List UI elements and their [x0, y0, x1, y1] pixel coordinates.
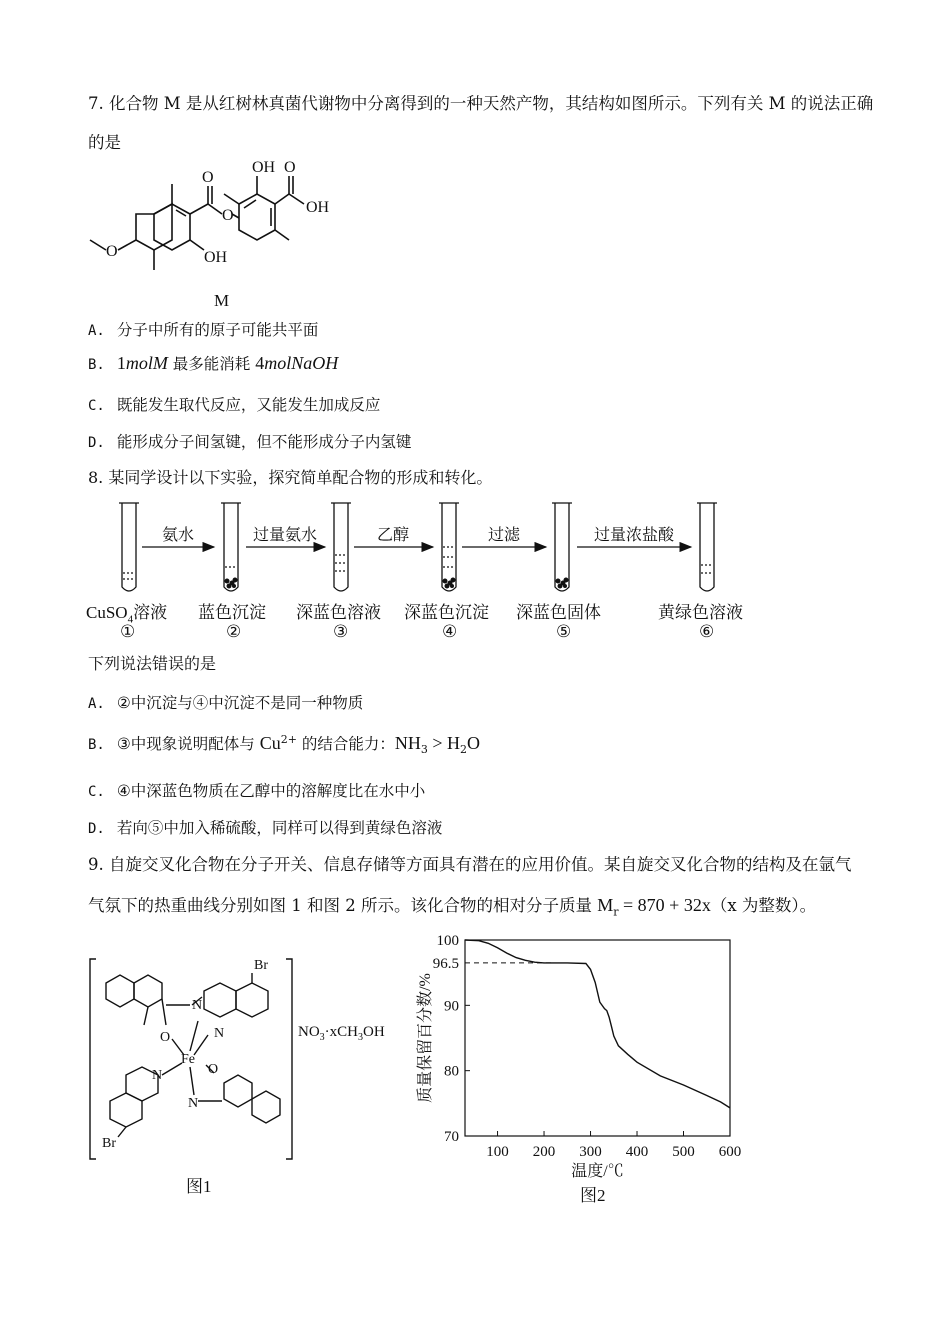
compound-name-label: M: [214, 291, 230, 310]
q7-option-c: [88, 393, 380, 415]
fig1-complex-structure: [86, 955, 396, 1165]
y-tick-label: 100: [436, 933, 459, 949]
chart-plot-frame: [465, 940, 730, 1136]
q8-option-d: [88, 816, 442, 838]
oh-bottom-label: OH: [204, 249, 228, 266]
n3-label: N: [152, 1068, 163, 1083]
tube-label-3: 深蓝色溶液: [296, 603, 381, 622]
option-key: B.: [88, 357, 105, 373]
x-tick-label: 200: [532, 1144, 556, 1160]
q8-option-a: [88, 691, 363, 713]
option-key: C.: [88, 784, 105, 800]
test-tube-3: [334, 503, 348, 591]
x-tick-label: 100: [486, 1144, 509, 1160]
option-number: 1: [116, 353, 126, 373]
tube-number-4: ④: [442, 622, 458, 641]
arrow-label-1: 氨水: [161, 527, 195, 544]
option-text: 既能发生取代反应，又能发生加成反应: [116, 396, 381, 414]
option-number: 4: [255, 353, 265, 373]
y-tick-label: 90: [444, 998, 459, 1015]
n4-label: N: [188, 1096, 199, 1111]
o1-label: O: [160, 1030, 171, 1045]
arrow-label-2: 过量氨水: [252, 527, 318, 544]
option-text: ②中沉淀与④中沉淀不是同一种物质: [116, 694, 364, 712]
q7-stem-line1: 7. 化合物 M 是从红树林真菌代谢物中分离得到的一种天然产物，其结构如图所示。下列有关 M 的说法正确: [88, 94, 874, 113]
o2-label: O: [208, 1062, 219, 1077]
arrow-label-5: 过量浓盐酸: [593, 527, 675, 544]
tube-label-4: 深蓝色沉淀: [404, 603, 489, 622]
test-tube-1: [122, 503, 136, 591]
tube-number-2: ②: [226, 622, 242, 641]
option-key: D.: [88, 435, 105, 451]
fig2-caption: 图2: [580, 1186, 606, 1205]
option-text: 的结合能力：: [296, 735, 395, 753]
q8-option-b: B. ③中现象说明配体与 $Cu^{2+}$ 的结合能力：$NH_3 > H_2O$: [88, 732, 481, 757]
option-text: 能形成分子间氢键，但不能形成分子内氢键: [116, 433, 412, 451]
chart-series-line: [465, 940, 730, 1108]
cooh-label: OH: [306, 199, 330, 216]
option-text: ④中深蓝色物质在乙醇中的溶解度比在水中小: [116, 782, 426, 800]
x-tick-label: 400: [625, 1144, 649, 1160]
y-tick-label: 70: [444, 1129, 459, 1145]
tube-label-2: 蓝色沉淀: [198, 603, 266, 622]
tube-label-5: 深蓝色固体: [516, 603, 601, 622]
q9-stem-line2: 气氛下的热重曲线分别如图 1 和图 2 所示。该化合物的相对分子质量 $M_r = 870 + 32x(x$ 为整数）。: [88, 895, 817, 919]
q9-stem-line1: 9. 自旋交叉化合物在分子开关、信息存储等方面具有潜在的应用价值。某自旋交叉化合物的结构及在氩气: [88, 855, 852, 874]
fig1-caption: 图1: [186, 1177, 212, 1196]
tube-number-6: ⑥: [699, 622, 715, 641]
option-text: 若向⑤中加入稀硫酸，同样可以得到黄绿色溶液: [116, 819, 443, 837]
y-tick-label: 80: [444, 1063, 459, 1080]
tube-number-1: ①: [120, 622, 136, 641]
methoxy-o-label: O: [106, 243, 118, 260]
q7-option-b: [88, 352, 338, 374]
x-tick-label: 600: [718, 1144, 742, 1160]
x-tick-label: 500: [672, 1144, 695, 1160]
option-text: 最多能消耗: [167, 355, 256, 373]
q7-stem-line2: 的是: [88, 133, 121, 152]
ester-o-label: O: [222, 207, 234, 224]
tube-label-6: 黄绿色溶液: [658, 603, 743, 622]
oh-top-label: OH: [252, 159, 276, 176]
ion-formula: Cu: [259, 733, 281, 753]
q7-option-d: [88, 430, 411, 452]
n1-label: N: [192, 998, 203, 1013]
ketone-o-label: O: [202, 169, 214, 186]
counter-ion-formula: $NO_3\cdot xCH_3OH$: [298, 1024, 385, 1043]
experiment-diagram: [88, 495, 888, 605]
option-formula: molM: [125, 353, 168, 373]
marked-level-label: 96.5: [432, 955, 459, 972]
q8-stem: 8. 某同学设计以下实验，探究简单配合物的形成和转化。: [88, 468, 493, 487]
compound-m-structure: [84, 150, 344, 310]
tube-label-1: CuSO$_4$溶液: [86, 603, 168, 626]
option-key: D.: [88, 821, 105, 837]
br-bottom-label: Br: [102, 1136, 116, 1151]
option-text: ③中现象说明配体与: [116, 735, 260, 753]
option-formula: molNaOH: [264, 353, 339, 373]
arrow-label-3: 乙醇: [376, 527, 410, 544]
option-key: A.: [88, 696, 105, 712]
arrow-label-4: 过滤: [487, 527, 521, 544]
q8-question: 下列说法错误的是: [88, 654, 217, 673]
option-key: C.: [88, 398, 105, 414]
x-tick-label: 300: [579, 1144, 602, 1160]
q7-option-a: [88, 318, 318, 340]
tube-number-5: ⑤: [556, 622, 572, 641]
chart-y-axis-label: 质量保留百分数/%: [417, 973, 434, 1103]
test-tube-6: [700, 503, 714, 591]
tga-chart: [410, 928, 770, 1198]
option-key: A.: [88, 323, 105, 339]
chart-x-axis-label: 温度/℃: [571, 1163, 624, 1180]
carboxyl-o-label: O: [284, 159, 296, 176]
tube-number-3: ③: [333, 622, 349, 641]
q8-option-c: [88, 779, 425, 801]
br-top-label: Br: [254, 958, 268, 973]
n2-label: N: [214, 1026, 225, 1041]
option-text: 分子中所有的原子可能共平面: [116, 321, 319, 339]
option-key: B.: [88, 737, 105, 753]
fe-label: Fe: [181, 1052, 195, 1067]
